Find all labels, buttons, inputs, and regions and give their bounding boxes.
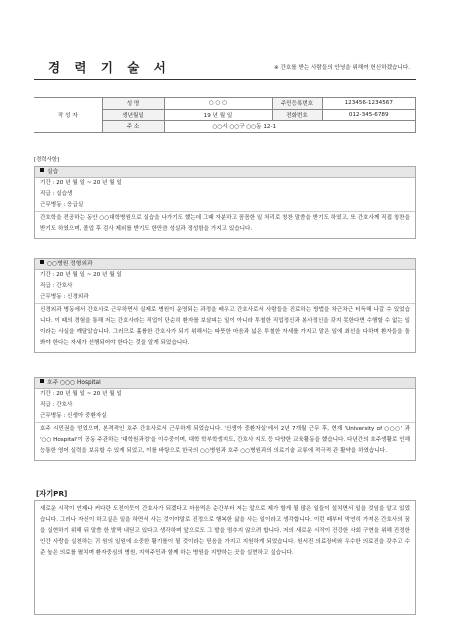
career-department: 근무병동 : 신경외과	[40, 294, 89, 300]
career-block-practice	[34, 166, 416, 239]
author-label: 작 성 자	[34, 98, 102, 133]
career-period: 기간 : 20 년 월 일 ~ 20 년 월 일	[40, 391, 122, 397]
career-description: 호주 시민권을 얻었으며, 본격적인 호주 간호사로서 근무하게 되었습니다. '신생아 중환자실'에서 2년 7개월 근무 후, 현재 'University of ○○○' 과 '○○ Hospital'이 공동 주관하는 '대학원과정'을 이수중이며, 대학 학부학생지도, 간호사 지도 등 다양한 교육활동을 했습니다. 다년간의 호주생활로 인해 능통한 영어 실력을 보유할 수 있게 되었고, 이를 바탕으로 한국의 ○○병원과 호주 ○○병원과의 의료기술 교류에 적극적 관 활약을 하였습니다.	[40, 426, 410, 454]
birth-label: 생년월일	[102, 109, 164, 121]
career-description: 간호학을 전공하는 동안 ○○대학병원으로 실습을 나가기도 했는데 그때 자분하고 꼼꼼한 일 처리로 칭찬 말씀을 받기도 하였고, 또 간호사께 직접 칭찬을 받기도 하였으며, 졸업 후 검사 제외를 받기도 한만큼 성실과 정성함을 가지고 있습니다.	[40, 215, 410, 232]
career-position: 직급 : 실습생	[40, 191, 73, 197]
address-value: ○○시 ○○구 ○○동 12-1	[164, 121, 416, 133]
career-block-orthopedics	[34, 258, 416, 353]
phone-value: 012-345-6789	[322, 109, 416, 121]
career-period: 기간 : 20 년 월 일 ~ 20 년 월 일	[40, 272, 122, 278]
career-period: 기간 : 20 년 월 일 ~ 20 년 월 일	[40, 180, 122, 186]
name-label: 성 명	[102, 98, 164, 110]
career-section-label: [경력사항]	[34, 157, 60, 163]
career-block-australia-hospital	[34, 377, 416, 461]
career-block-header	[35, 167, 415, 178]
career-position: 직급 : 간호사	[40, 283, 73, 289]
author-info-table	[34, 97, 416, 133]
header-divider	[34, 79, 416, 80]
career-department: 근무병동 : 응급실	[40, 202, 84, 208]
phone-label: 전화번호	[272, 109, 322, 121]
square-bullet-icon	[40, 260, 44, 264]
rrn-value: 123456-1234567	[322, 98, 416, 110]
career-position: 직급 : 간호사	[40, 402, 73, 408]
career-block-title: 호주 ○○○ Hospital	[47, 380, 101, 386]
career-block-title: 실습	[47, 169, 59, 175]
self-pr-title: [자기PR]	[36, 489, 68, 498]
address-label: 주 소	[102, 121, 164, 133]
career-block-title: ○○병원 정형외과	[47, 261, 93, 267]
career-block-header	[35, 259, 415, 270]
self-pr-text: 새로운 시작이 언제나 커다란 도전이듯이 간호사가 되겠다고 마음먹은 순간부터 저는 앞으로 제가 할게 될 많은 일들이 설치면서 일을 것임을 알고 있었습니다. 그러나 자신이 하고싶은 일을 하면서 사는 것이야말로 진정으로 행복한 삶을 사는 일이라고 생각합니다. 이런 때부터 막연히 가져온 간호사의 꿈을 실현하기 위해 뒤 말씀 한 발짝 내딛고 있다고 생각하며 앞으로도 그 발을 멈추지 않으려 합니다. 저의 새로운 시작이 건강한 사회 구현을 위해 진정한 인간 사랑을 실천하는 귀 원의 일원에 소중한 활기를이 될 것이라는 믿음을 가지고 지원하게 되었습니다. 원서진 의료장비와 우수한 의료진을 갖추고 수준 높은 의료를 펼치며 환자중심의 병원, 지역주민과 함께 하는 병원을 지향하는 곳을 실현하고 싶습니다.	[34, 500, 416, 615]
career-block-header	[35, 378, 415, 389]
square-bullet-icon	[40, 379, 44, 383]
document-note: ※ 간호를 받는 사람들의 안녕을 위해여 헌신하겠습니다.	[273, 65, 410, 71]
birth-value: 19 년 월 일	[164, 109, 272, 121]
career-description: 신경외과 병동에서 간호사로 근무하면서 실제로 병원이 운영되는 과정을 배우고 간호사로서 사람들을 진료하는 방법을 차근차근 터득해 나갈 수 있었습니다. 이 때의 경험을 통해 저는 간호사라는 직업이 단순히 환자를 보살피는 일이 아니라 투철한 직업정신과 봉사정신을 갖지 못한다면 수행할 수 없는 일이라는 사실을 깨달았습니다. 그러므로 훌륭한 간호사가 되기 위해서는 따뜻한 마음과 넓은 투철한 자세를 가지고 맡은 일에 최선을 다하며 환자들을 돌봐야 한다는 자세가 선행되어야 한다는 것을 알게 되었습니다.	[40, 307, 410, 346]
name-value: ○ ○ ○	[164, 98, 272, 110]
square-bullet-icon	[40, 168, 44, 172]
rrn-label: 주민등록번호	[272, 98, 322, 110]
career-department: 근무병동 : 신생아 중환자실	[40, 413, 107, 419]
document-title: 경 력 기 술 서	[48, 60, 171, 75]
